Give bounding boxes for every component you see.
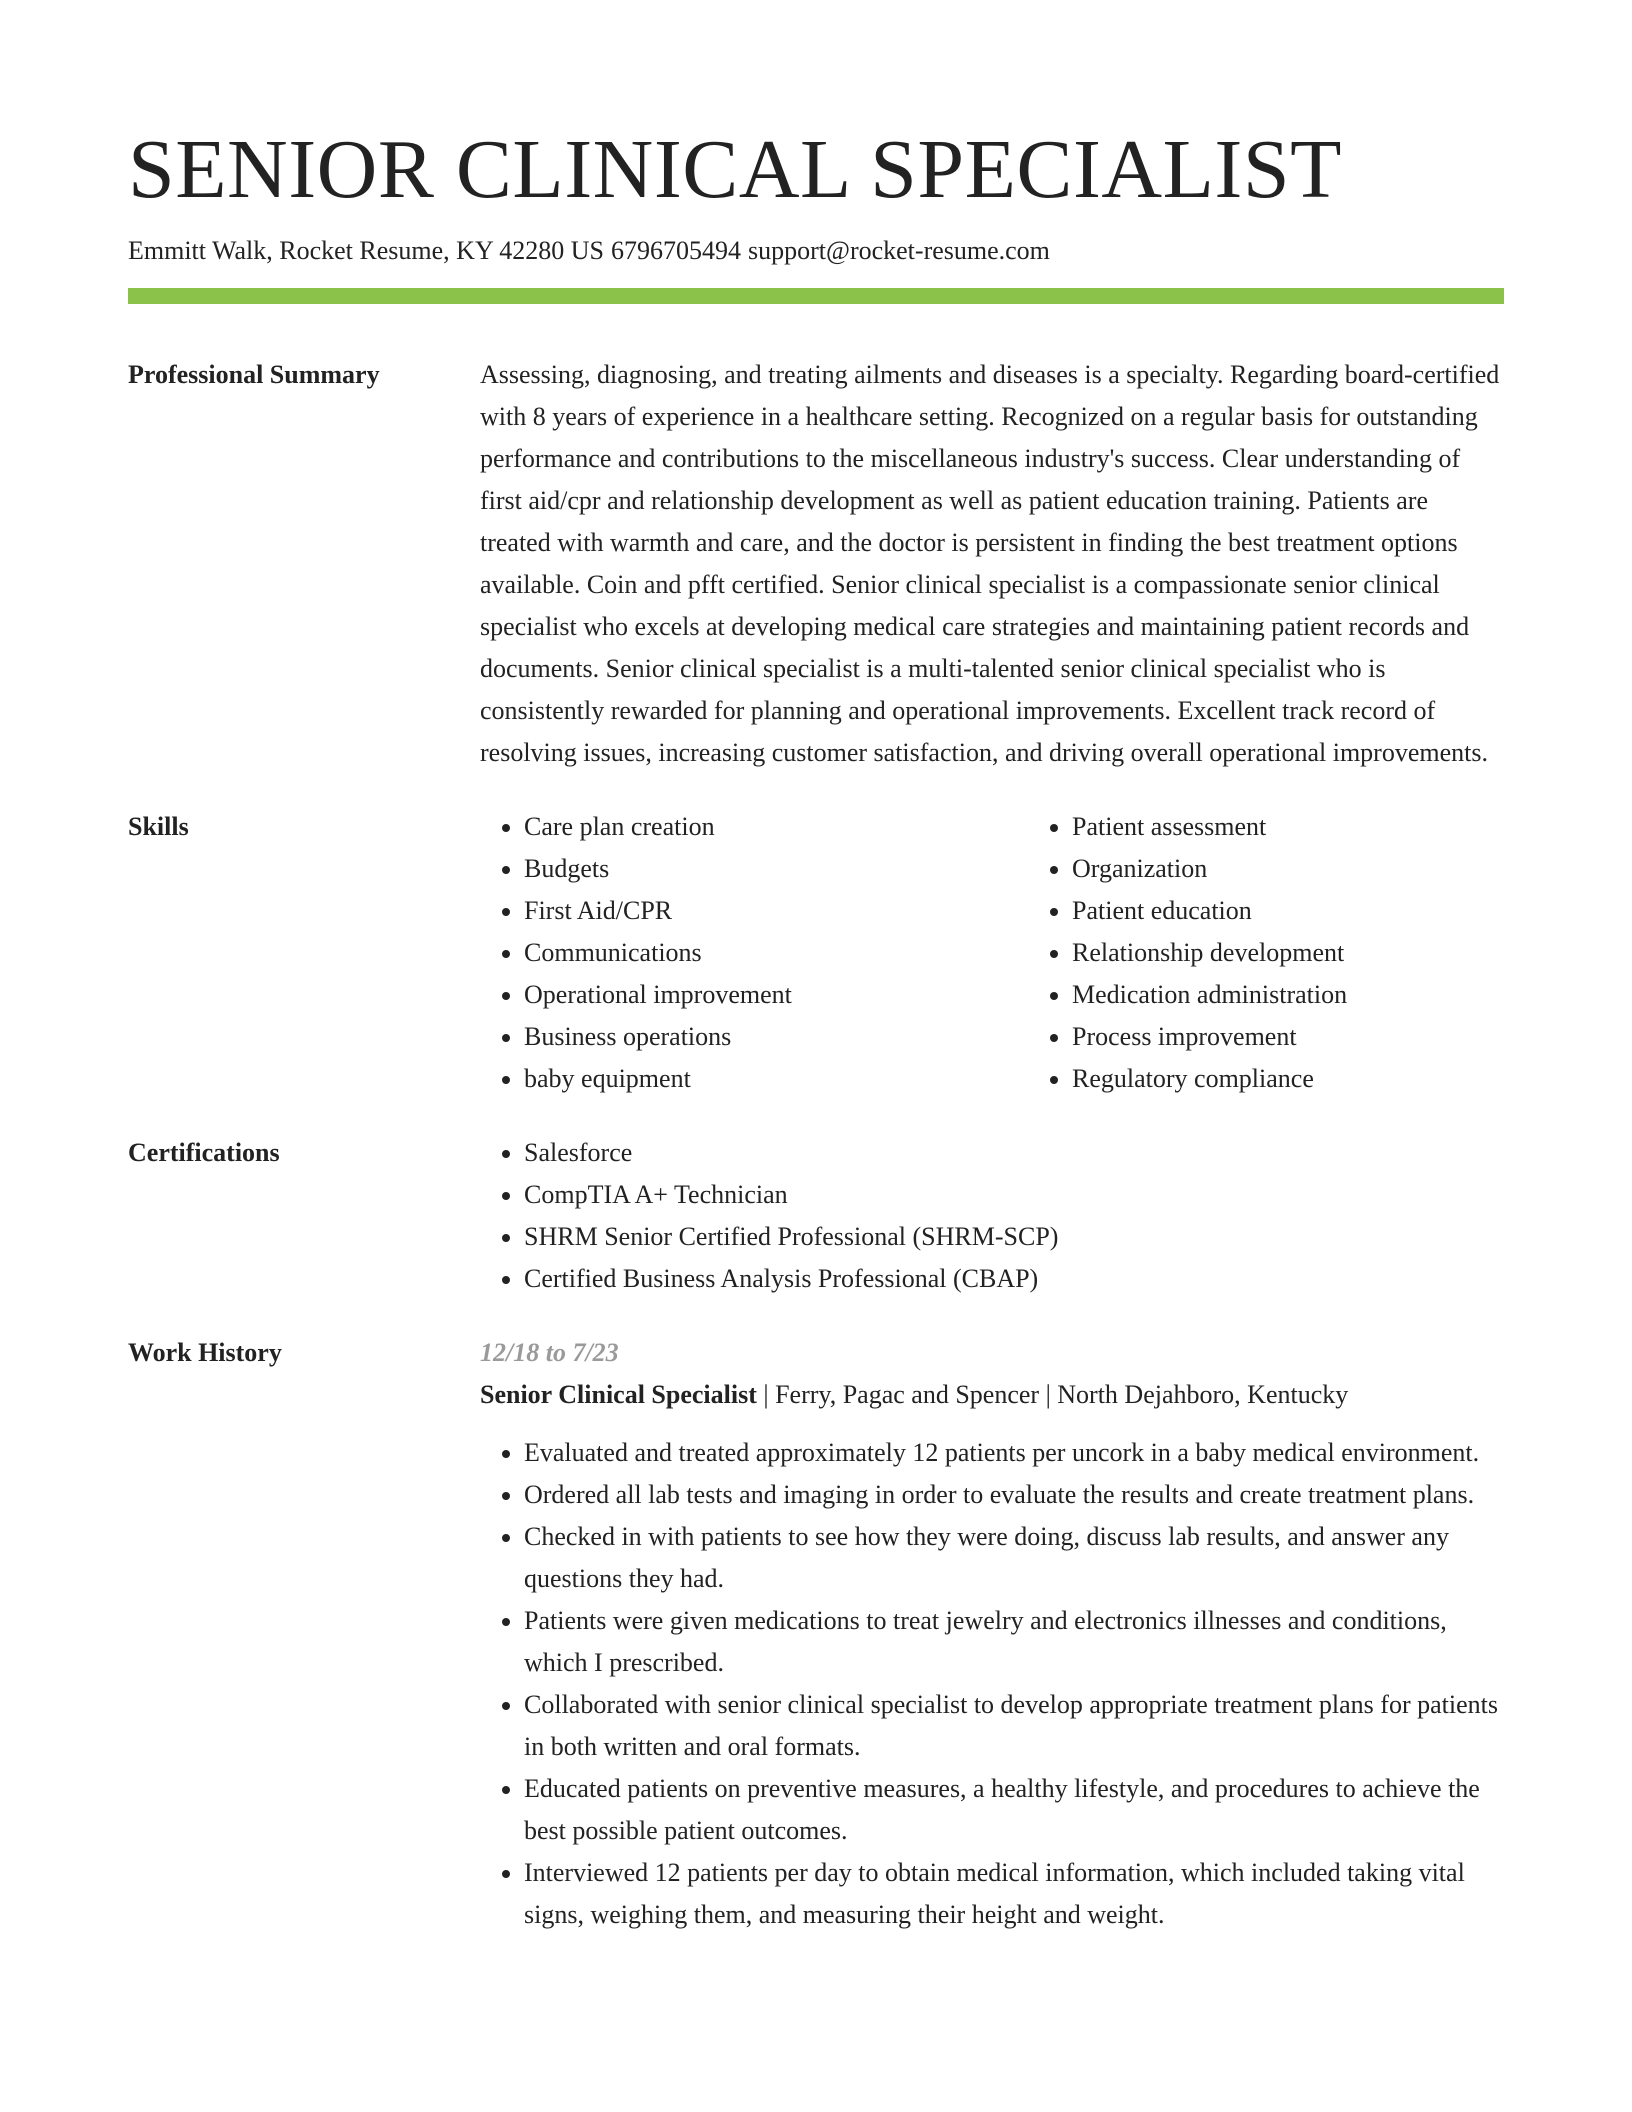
skill-item: • Organization <box>1072 848 1576 890</box>
certification-item: • SHRM Senior Certified Professional (SHRM-SCP) <box>524 1216 1504 1258</box>
section-label-certifications: Certifications <box>128 1138 280 1167</box>
certifications-list <box>480 1132 1504 1300</box>
job-details: | Ferry, Pagac and Spencer | North Dejahboro, Kentucky <box>756 1380 1349 1409</box>
skill-item: • Care plan creation <box>524 806 1028 848</box>
skill-item: • Operational improvement <box>524 974 1028 1016</box>
job-duty-item: • Patients were given medications to treat jewelry and electronics illnesses and conditions, which I prescribed. <box>524 1600 1504 1684</box>
contact-address: Emmitt Walk, Rocket Resume, KY 42280 US <box>128 236 604 265</box>
professional-summary-section <box>128 354 1504 774</box>
contact-phone: 6796705494 <box>611 236 741 265</box>
skill-item: • Medication administration <box>1072 974 1576 1016</box>
skill-item: • Process improvement <box>1072 1016 1576 1058</box>
skills-list-right <box>1028 806 1576 1100</box>
section-label-summary: Professional Summary <box>128 360 380 389</box>
certification-item: • Certified Business Analysis Professional (CBAP) <box>524 1258 1504 1300</box>
skills-list-left <box>480 806 1028 1100</box>
skill-item: • Business operations <box>524 1016 1028 1058</box>
skill-item: • Relationship development <box>1072 932 1576 974</box>
certifications-body <box>480 1132 1504 1300</box>
job-duty-item: • Evaluated and treated approximately 12 patients per uncork in a baby medical environment. <box>524 1432 1504 1474</box>
skill-item: • Patient assessment <box>1072 806 1576 848</box>
skill-item: • Regulatory compliance <box>1072 1058 1576 1100</box>
contact-line <box>128 234 1504 268</box>
skills-grid <box>480 806 1576 1100</box>
skill-item: • Patient education <box>1072 890 1576 932</box>
summary-text: Assessing, diagnosing, and treating ailments and diseases is a specialty. Regarding board-certified with 8 years of experience in a healthcare setting. Recognized on a regular basis for outstanding performance and contributions to the miscellaneous industry's success. Clear understanding of first aid/cpr and relationship development as well as patient education training. Patients are treated with warmth and care, and the doctor is persistent in finding the best treatment options available. Coin and pfft certified. Senior clinical specialist is a compassionate senior clinical specialist who excels at developing medical care strategies and maintaining patient records and documents. Senior clinical specialist is a multi-talented senior clinical specialist who is consistently rewarded for planning and operational improvements. Excellent track record of resolving issues, increasing customer satisfaction, and driving overall operational improvements. <box>480 360 1500 767</box>
certification-item: • CompTIA A+ Technician <box>524 1174 1504 1216</box>
resume-title: SENIOR CLINICAL SPECIALIST <box>128 123 1342 216</box>
job-duty-item: • Interviewed 12 patients per day to obtain medical information, which included taking vital signs, weighing them, and measuring their height and weight. <box>524 1852 1504 1936</box>
job-duty-item: • Checked in with patients to see how they were doing, discuss lab results, and answer any questions they had. <box>524 1516 1504 1600</box>
skill-item: • Communications <box>524 932 1028 974</box>
job-heading <box>480 1374 1504 1416</box>
certifications-section <box>128 1132 1504 1300</box>
skill-item: • First Aid/CPR <box>524 890 1028 932</box>
work-history-section <box>128 1332 1504 1936</box>
job-duties-list <box>480 1432 1504 1936</box>
job-title: Senior Clinical Specialist <box>480 1380 757 1409</box>
job-duty-item: • Educated patients on preventive measures, a healthy lifestyle, and procedures to achieve the best possible patient outcomes. <box>524 1768 1504 1852</box>
job-duty-item: • Collaborated with senior clinical specialist to develop appropriate treatment plans for patients in both written and oral formats. <box>524 1684 1504 1768</box>
job-duty-item: • Ordered all lab tests and imaging in order to evaluate the results and create treatment plans. <box>524 1474 1504 1516</box>
skill-item: • Budgets <box>524 848 1028 890</box>
section-label-skills: Skills <box>128 812 189 841</box>
certification-item: • Salesforce <box>524 1132 1504 1174</box>
skill-item: • baby equipment <box>524 1058 1028 1100</box>
work-history-body <box>480 1332 1504 1936</box>
section-label-work-history: Work History <box>128 1338 282 1367</box>
accent-divider <box>128 288 1504 304</box>
contact-email: support@rocket-resume.com <box>748 236 1050 265</box>
job-dates: 12/18 to 7/23 <box>480 1338 619 1367</box>
skills-section <box>128 806 1504 1100</box>
